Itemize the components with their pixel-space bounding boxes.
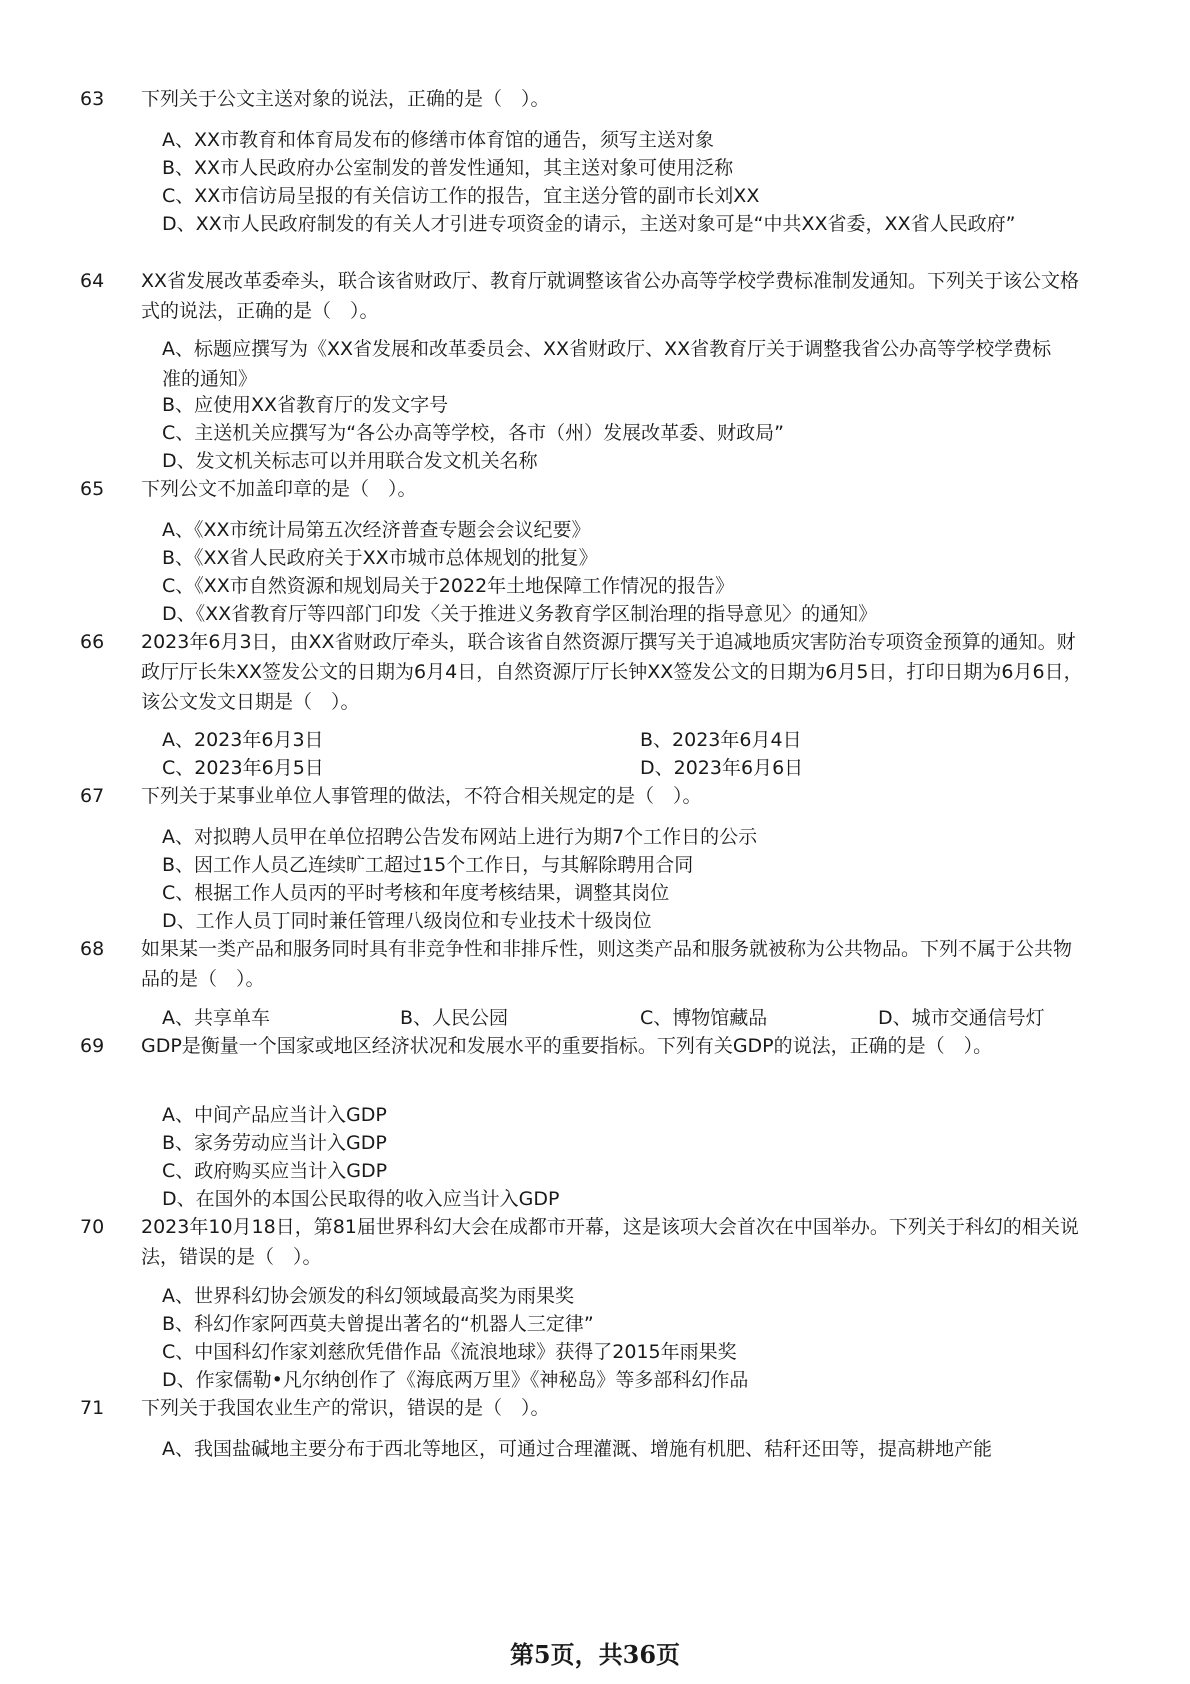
option-a: A、《XX市统计局第五次经济普查专题会会议纪要》 (162, 519, 591, 541)
question-number: 63 (80, 88, 105, 110)
option-d: D、XX市人民政府制发的有关人才引进专项资金的请示，主送对象可是“中共XX省委，XX省人民政府” (162, 213, 1016, 235)
option-a: A、对拟聘人员甲在单位招聘公告发布网站上进行为期7个工作日的公示 (162, 826, 758, 848)
question-stem: 下列公文不加盖印章的是（ ）。 (141, 478, 417, 500)
option-b: B、家务劳动应当计入GDP (162, 1132, 387, 1154)
option-d: D、作家儒勒•凡尔纳创作了《海底两万里》《神秘岛》等多部科幻作品 (162, 1369, 749, 1391)
question-stem: 2023年10月18日，第81届世界科幻大会在成都市开幕，这是该项大会首次在中国举办。下列关于科幻的相关说法，错误的是（ ）。 (141, 1216, 1079, 1268)
option-d: D、2023年6月6日 (640, 757, 804, 779)
question-number: 71 (80, 1397, 105, 1419)
option-a: A、共享单车 (162, 1007, 270, 1029)
option-d: D、《XX省教育厅等四部门印发〈关于推进义务教育学区制治理的指导意见〉的通知》 (162, 603, 878, 625)
option-a: A、2023年6月3日 (162, 729, 324, 751)
option-a: A、中间产品应当计入GDP (162, 1104, 387, 1126)
option-c: C、根据工作人员丙的平时考核和年度考核结果，调整其岗位 (162, 882, 670, 904)
page-number-footer: 第5页，共36页 (509, 1640, 681, 1669)
option-b: B、应使用XX省教育厅的发文字号 (162, 394, 449, 416)
option-b: B、人民公园 (400, 1007, 509, 1029)
option-b: B、因工作人员乙连续旷工超过15个工作日，与其解除聘用合同 (162, 854, 694, 876)
question-stem: 下列关于公文主送对象的说法，正确的是（ ）。 (141, 88, 550, 110)
option-d: D、城市交通信号灯 (878, 1007, 1045, 1029)
option-d: D、在国外的本国公民取得的收入应当计入GDP (162, 1188, 560, 1210)
question-number: 69 (80, 1035, 105, 1057)
question-number: 66 (80, 631, 105, 653)
question-number: 67 (80, 785, 105, 807)
option-c: C、《XX市自然资源和规划局关于2022年土地保障工作情况的报告》 (162, 575, 735, 597)
question-stem: XX省发展改革委牵头，联合该省财政厅、教育厅就调整该省公办高等学校学费标准制发通知。下列关于该公文格式的说法，正确的是（ ）。 (141, 270, 1080, 322)
question-stem: 下列关于我国农业生产的常识，错误的是（ ）。 (141, 1397, 550, 1419)
option-c: C、2023年6月5日 (162, 757, 324, 779)
option-b: B、科幻作家阿西莫夫曾提出著名的“机器人三定律” (162, 1313, 594, 1335)
option-b: B、2023年6月4日 (640, 729, 802, 751)
option-b: B、XX市人民政府办公室制发的普发性通知，其主送对象可使用泛称 (162, 157, 734, 179)
option-d: D、发文机关标志可以并用联合发文机关名称 (162, 450, 538, 472)
option-a: A、世界科幻协会颁发的科幻领域最高奖为雨果奖 (162, 1285, 574, 1307)
question-number: 64 (80, 270, 105, 292)
question-stem: 如果某一类产品和服务同时具有非竞争性和非排斥性，则这类产品和服务就被称为公共物品。下列不属于公共物品的是（ ）。 (141, 938, 1073, 990)
option-c: C、主送机关应撰写为“各公办高等学校，各市（州）发展改革委、财政局” (162, 422, 784, 444)
question-stem: GDP是衡量一个国家或地区经济状况和发展水平的重要指标。下列有关GDP的说法，正确的是（ ）。 (141, 1035, 993, 1057)
option-d: D、工作人员丁同时兼任管理八级岗位和专业技术十级岗位 (162, 910, 652, 932)
option-c: C、博物馆藏品 (640, 1007, 768, 1029)
option-c: C、政府购买应当计入GDP (162, 1160, 388, 1182)
option-c: C、中国科幻作家刘慈欣凭借作品《流浪地球》获得了2015年雨果奖 (162, 1341, 737, 1363)
question-stem: 下列关于某事业单位人事管理的做法，不符合相关规定的是（ ）。 (141, 785, 702, 807)
question-number: 70 (80, 1216, 105, 1238)
option-c: C、XX市信访局呈报的有关信访工作的报告，宜主送分管的副市长刘XX (162, 185, 760, 207)
option-a: A、我国盐碱地主要分布于西北等地区，可通过合理灌溉、增施有机肥、秸秆还田等，提高耕地产能 (162, 1438, 993, 1460)
question-number: 68 (80, 938, 105, 960)
option-a: A、标题应撰写为《XX省发展和改革委员会、XX省财政厅、XX省教育厅关于调整我省公办高等学校学费标准的通知》 (162, 338, 1052, 390)
option-b: B、《XX省人民政府关于XX市城市总体规划的批复》 (162, 547, 598, 569)
question-stem: 2023年6月3日，由XX省财政厅牵头，联合该省自然资源厅撰写关于追减地质灾害防治专项资金预算的通知。财政厅厅长朱XX签发公文的日期为6月4日，自然资源厅厅长钟XX签发公文的日期为6月5日，打印日期为6月6日，该公文发文日期是（ ）。 (141, 631, 1083, 713)
option-a: A、XX市教育和体育局发布的修缮市体育馆的通告，须写主送对象 (162, 129, 715, 151)
question-number: 65 (80, 478, 105, 500)
